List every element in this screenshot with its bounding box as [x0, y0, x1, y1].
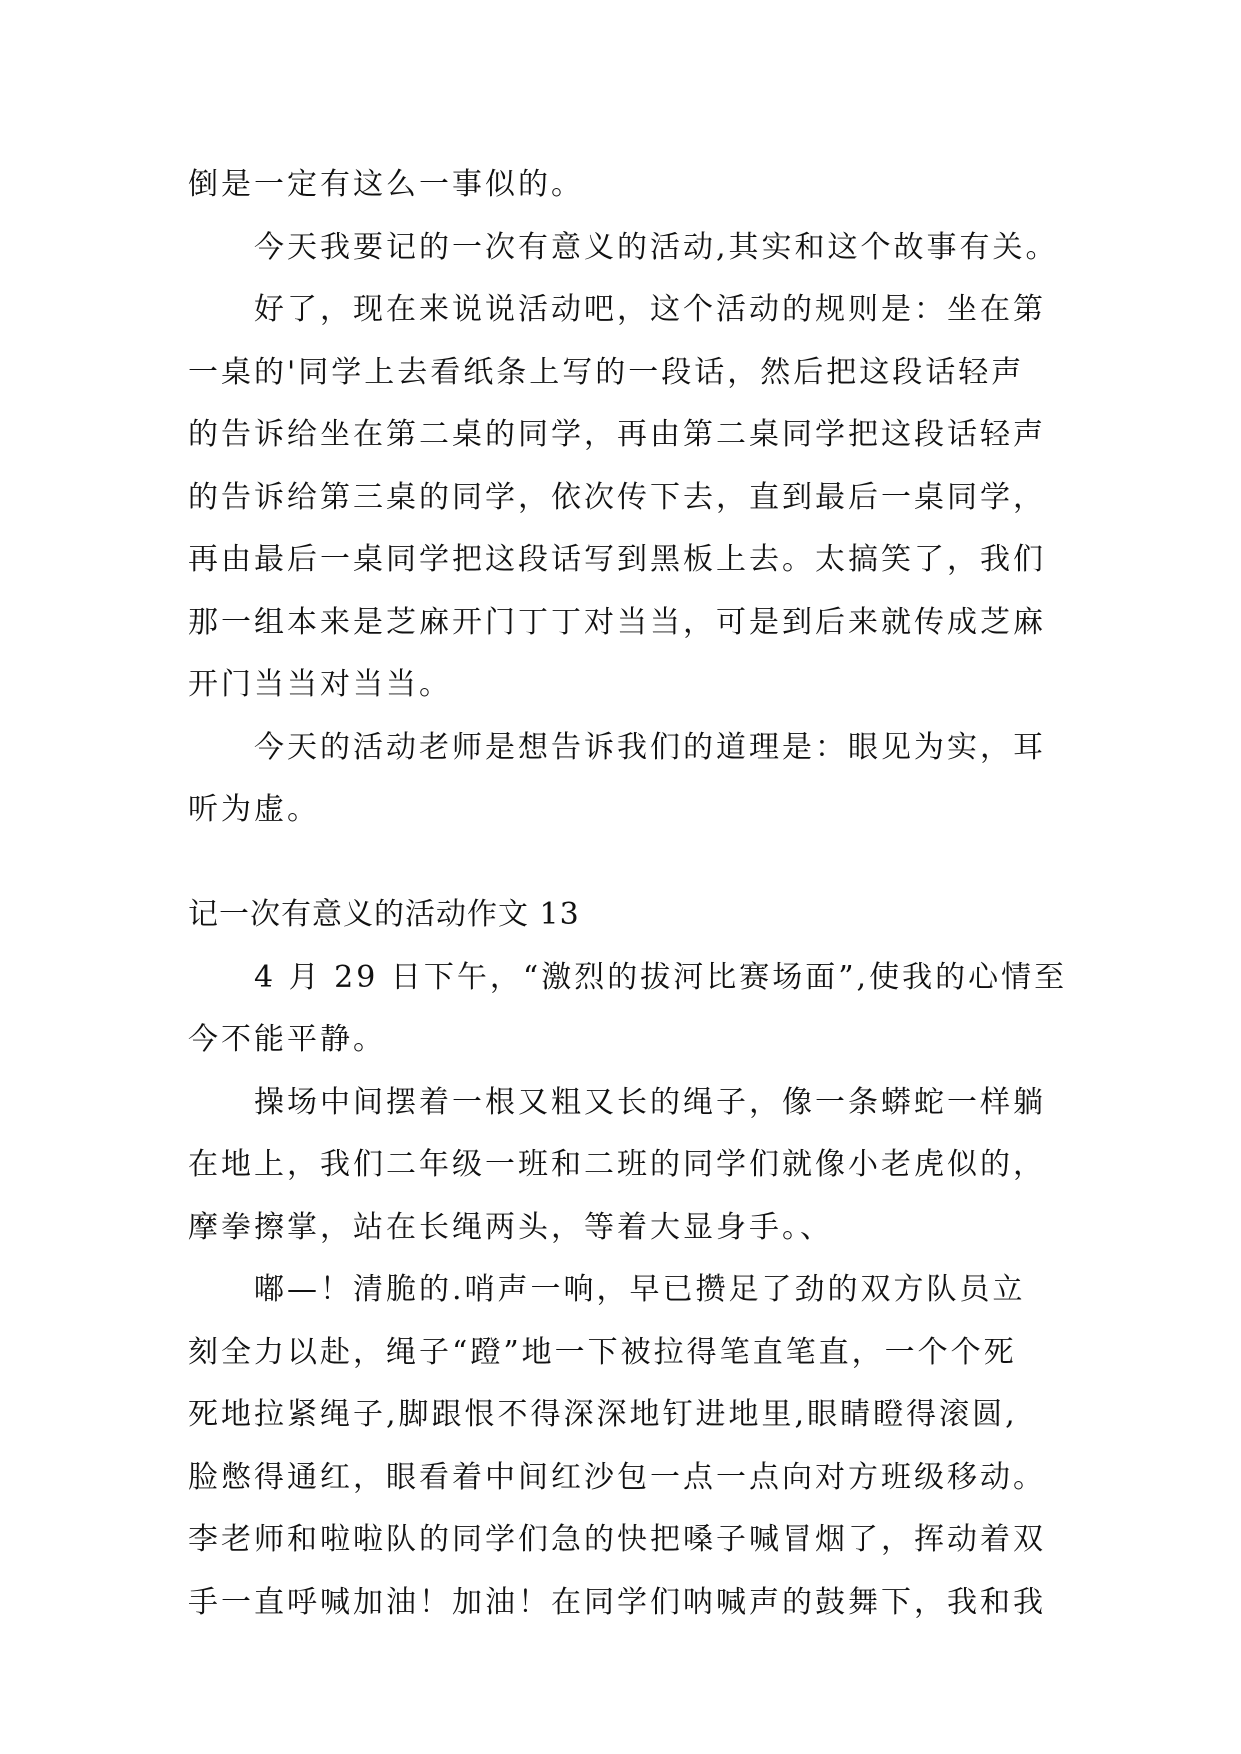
paragraph-line: 那一组本来是芝麻开门丁丁对当当，可是到后来就传成芝麻 [188, 605, 1046, 640]
paragraph-line: 的告诉给第三桌的同学，依次传下去，直到最后一桌同学， [188, 480, 1046, 515]
paragraph-line: 今天的活动老师是想告诉我们的道理是：眼见为实，耳 [188, 730, 1046, 765]
paragraph-line: 嘟—！清脆的.哨声一响，早已攒足了劲的双方队员立 [188, 1272, 1026, 1307]
paragraph-line: 刻全力以赴，绳子“蹬”地一下被拉得笔直笔直，一个个死 [188, 1335, 1017, 1370]
paragraph-line: 手一直呼喊加油！加油！在同学们呐喊声的鼓舞下，我和我 [188, 1585, 1046, 1620]
paragraph-line: 一桌的'同学上去看纸条上写的一段话，然后把这段话轻声 [188, 355, 1025, 390]
paragraph-line: 在地上，我们二年级一班和二班的同学们就像小老虎似的， [188, 1147, 1046, 1182]
paragraph-line: 操场中间摆着一根又粗又长的绳子，像一条蟒蛇一样躺 [188, 1085, 1046, 1120]
paragraph-line: 李老师和啦啦队的同学们急的快把嗓子喊冒烟了，挥动着双 [188, 1522, 1046, 1557]
paragraph-line: 倒是一定有这么一事似的。 [188, 167, 584, 202]
paragraph-line: 摩拳擦掌，站在长绳两头，等着大显身手。、 [188, 1210, 833, 1245]
paragraph-line: 听为虚。 [188, 792, 320, 827]
paragraph-line: 的告诉给坐在第二桌的同学，再由第二桌同学把这段话轻声 [188, 417, 1046, 452]
paragraph-line: 脸憋得通红，眼看着中间红沙包一点一点向对方班级移动。 [188, 1460, 1046, 1495]
paragraph-line: 今不能平静。 [188, 1022, 386, 1057]
section-title: 记一次有意义的活动作文 13 [188, 897, 580, 932]
paragraph-line: 开门当当对当当。 [188, 667, 452, 702]
paragraph-line: 好了，现在来说说活动吧，这个活动的规则是：坐在第 [188, 292, 1046, 327]
paragraph-line: 死地拉紧绳子,脚跟恨不得深深地钉进地里,眼睛瞪得滚圆, [188, 1397, 1018, 1432]
paragraph-line: 4 月 29 日下午，“激烈的拔河比赛场面”,使我的心情至 [188, 960, 1068, 995]
paragraph-line: 再由最后一桌同学把这段话写到黑板上去。太搞笑了，我们 [188, 542, 1046, 577]
paragraph-line: 今天我要记的一次有意义的活动,其实和这个故事有关。 [188, 230, 1059, 265]
